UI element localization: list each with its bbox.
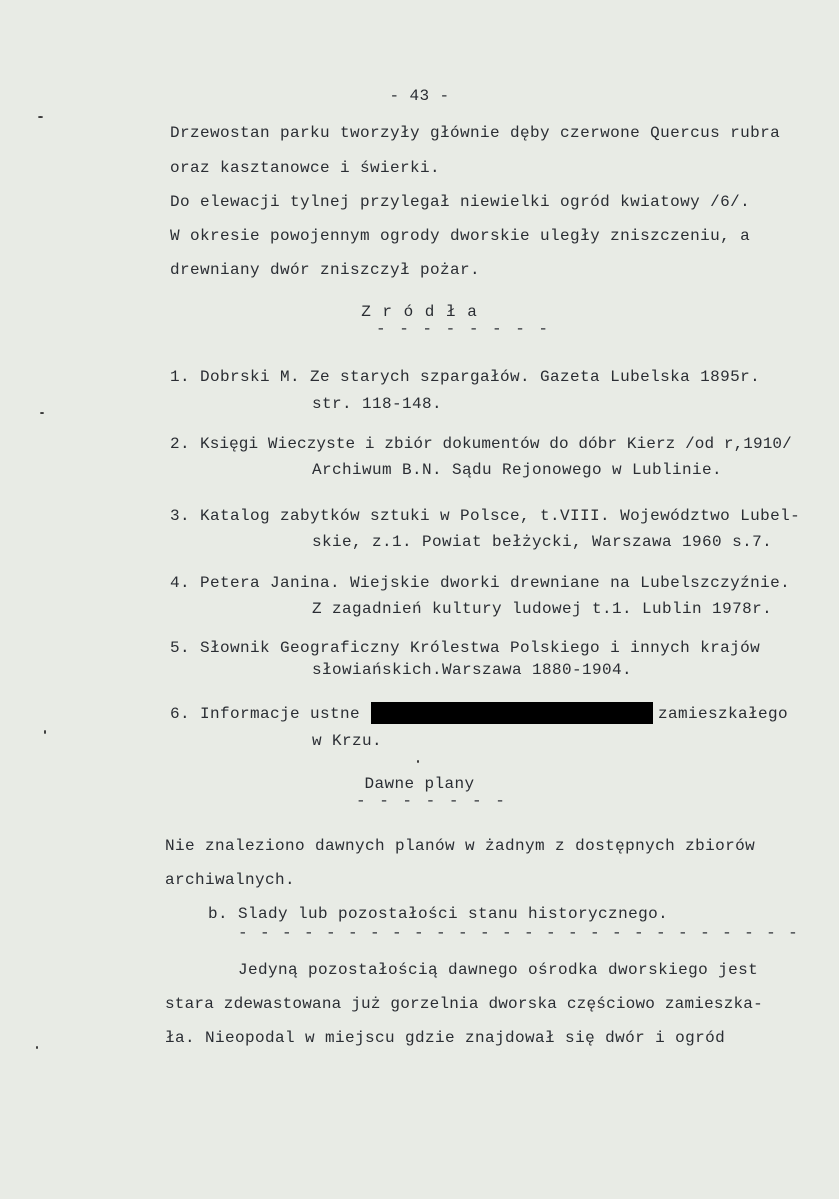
park-paragraph-line: Drzewostan parku tworzyły głównie dęby czerwone Quercus rubra: [170, 124, 781, 142]
park-paragraph-line: W okresie powojennym ogrody dworskie uległy zniszczeniu, a: [170, 227, 751, 245]
margin-speck: [417, 760, 419, 763]
park-paragraph-line: Do elewacji tylnej przylegał niewielki ogród kwiatowy /6/.: [170, 193, 751, 211]
source-number: 2.: [170, 435, 191, 453]
page-number: - 43 -: [389, 87, 450, 105]
park-paragraph-line: drewniany dwór zniszczył pożar.: [170, 261, 481, 279]
margin-speck: [38, 116, 43, 118]
source-line: Petera Janina. Wiejskie dworki drewniane na Lubelszczyźnie.: [200, 574, 791, 592]
source-line: Z zagadnień kultury ludowej t.1. Lublin 1978r.: [312, 600, 773, 618]
source-line: Księgi Wieczyste i zbiór dokumentów do dóbr Kierz /od r,1910/: [200, 435, 792, 453]
source-number: 6.: [170, 705, 191, 723]
source-number: 3.: [170, 507, 191, 525]
source-line: str. 118-148.: [312, 395, 443, 413]
source-line: zamieszkałego: [658, 705, 789, 723]
sources-underline: - - - - - - - -: [376, 320, 551, 338]
source-line: Archiwum B.N. Sądu Rejonowego w Lublinie.: [312, 461, 723, 479]
source-line: skie, z.1. Powiat bełżycki, Warszawa 1960 s.7.: [312, 533, 773, 551]
remains-paragraph-line: Jedyną pozostałością dawnego ośrodka dworskiego jest: [238, 961, 759, 979]
section-b-underline: - - - - - - - - - - - - - - - - - - - - - - - - - -: [238, 924, 800, 942]
source-line: słowiańskich.Warszawa 1880-1904.: [312, 661, 633, 679]
plans-text-line: archiwalnych.: [165, 871, 296, 889]
remains-paragraph-line: stara zdewastowana już gorzelnia dworska częściowo zamieszka-: [165, 995, 763, 1013]
source-line: w Krzu.: [312, 732, 383, 750]
redaction-bar: [371, 702, 653, 724]
margin-speck: [36, 1046, 38, 1049]
remains-paragraph-line: ła. Nieopodal w miejscu gdzie znajdował się dwór i ogród: [165, 1029, 726, 1047]
source-number: 5.: [170, 639, 191, 657]
plans-heading: Dawne plany: [364, 775, 475, 793]
margin-speck: [40, 412, 44, 414]
plans-text-line: Nie znaleziono dawnych planów w żadnym z dostępnych zbiorów: [165, 837, 756, 855]
park-paragraph-line: oraz kasztanowce i świerki.: [170, 159, 441, 177]
source-line: Słownik Geograficzny Królestwa Polskiego i innych krajów: [200, 639, 761, 657]
sources-heading: Z r ó d ł a: [361, 303, 478, 321]
source-line: Informacje ustne: [200, 705, 361, 723]
source-number: 4.: [170, 574, 191, 592]
section-b-heading: b. Slady lub pozostałości stanu historycznego.: [208, 905, 669, 923]
source-line: Dobrski M. Ze starych szpargałów. Gazeta Lubelska 1895r.: [200, 368, 761, 386]
source-number: 1.: [170, 368, 191, 386]
source-line: Katalog zabytków sztuki w Polsce, t.VIII. Województwo Lubel-: [200, 507, 801, 525]
plans-underline: - - - - - - -: [356, 792, 507, 810]
margin-speck: [44, 730, 46, 734]
